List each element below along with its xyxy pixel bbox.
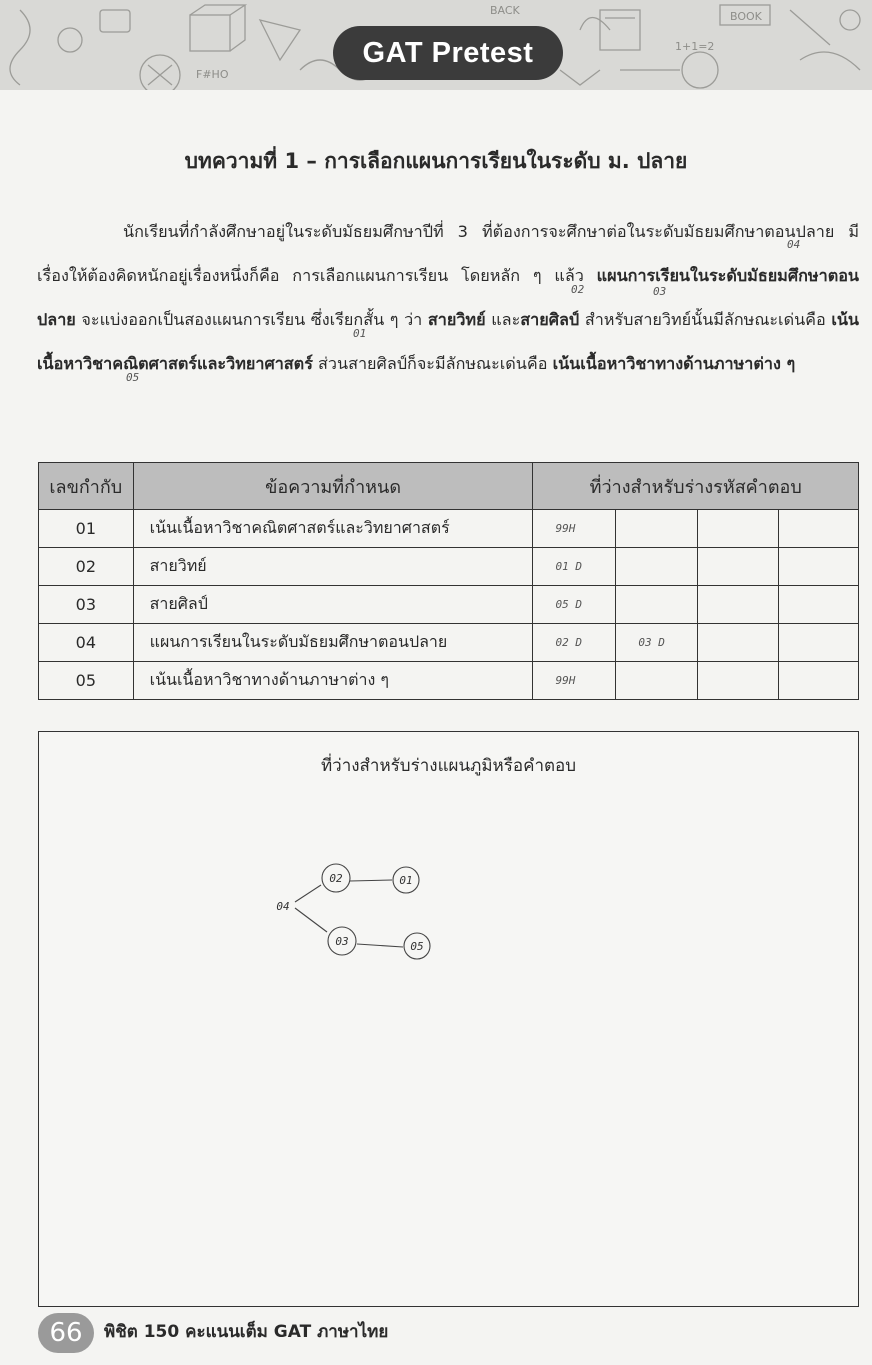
handwritten-note: 04 <box>787 238 801 251</box>
code-table <box>38 462 859 700</box>
table-row <box>39 510 859 548</box>
answer-cell[interactable] <box>698 548 778 586</box>
diagram-root-label: 04 <box>276 900 290 913</box>
keyword-arts: สายศิลป์ <box>520 310 580 329</box>
table-header-row <box>39 463 859 510</box>
answer-cell[interactable] <box>616 662 698 700</box>
draft-title: ที่ว่างสำหรับร่างแผนภูมิหรือคำตอบ <box>320 756 577 776</box>
handwritten-note: 02 <box>571 283 585 296</box>
answer-cell[interactable] <box>778 586 858 624</box>
header-title: GAT Pretest <box>333 26 563 80</box>
diagram-edge <box>350 880 392 881</box>
handwritten-note: 03 <box>653 285 667 298</box>
article-title: บทความที่ 1 – การเลือกแผนการเรียนในระดับ ม. ปลาย <box>184 149 688 173</box>
table-row <box>39 586 859 624</box>
answer-cell[interactable] <box>616 548 698 586</box>
table-row <box>39 548 859 586</box>
article-intro <box>37 210 859 386</box>
answer-cell[interactable]: 99H <box>533 510 616 548</box>
page-number: 66 <box>38 1313 94 1353</box>
intro-text-1: นักเรียนที่กำลังศึกษาอยู่ในระดับมัธยมศึกษาปีที่ 3 ที่ต้องการจะศึกษาต่อในระดับมัธยมศึกษาตอนปลาย มีเรื่องให้ต้องคิดหนักอยู่เรื่องหนึ่งก็คือ การเลือกแผนการเรียน โดยหลัก ๆ แล้ว <box>37 222 859 285</box>
keyword-languages: เน้นเนื้อหาวิชาทางด้านภาษาต่าง ๆ <box>552 354 796 373</box>
row-text: สายศิลป์ <box>133 586 533 624</box>
col-header-number: เลขกำกับ <box>39 463 134 510</box>
intro-text-3: และ <box>485 310 521 329</box>
row-number: 02 <box>39 548 134 586</box>
answer-cell[interactable]: 01 D <box>533 548 616 586</box>
row-number: 03 <box>39 586 134 624</box>
answer-cell[interactable]: 05 D <box>533 586 616 624</box>
answer-cell[interactable] <box>778 548 858 586</box>
answer-cell[interactable] <box>616 510 698 548</box>
diagram-node-label: 01 <box>399 874 413 887</box>
svg-text:1+1=2: 1+1=2 <box>675 40 715 53</box>
svg-text:BOOK: BOOK <box>730 10 762 23</box>
answer-cell[interactable] <box>698 662 778 700</box>
col-header-statement: ข้อความที่กำหนด <box>133 463 533 510</box>
svg-text:BACK: BACK <box>490 4 520 17</box>
row-text: เน้นเนื้อหาวิชาทางด้านภาษาต่าง ๆ <box>133 662 533 700</box>
intro-text-5: ส่วนสายศิลป์ก็จะมีลักษณะเด่นคือ <box>312 354 553 373</box>
row-text: สายวิทย์ <box>133 548 533 586</box>
book-title: พิชิต 150 คะแนนเต็ม GAT ภาษาไทย <box>104 1322 389 1342</box>
answer-cell[interactable] <box>698 586 778 624</box>
diagram-node-label: 03 <box>335 935 349 948</box>
keyword-science: สายวิทย์ <box>427 310 486 329</box>
diagram-edge <box>357 944 403 947</box>
answer-cell[interactable] <box>698 510 778 548</box>
table-row <box>39 662 859 700</box>
answer-cell[interactable] <box>778 510 858 548</box>
hand-drawn-diagram <box>39 732 858 1306</box>
row-number: 01 <box>39 510 134 548</box>
row-number: 04 <box>39 624 134 662</box>
diagram-node-label: 02 <box>329 872 343 885</box>
table-row <box>39 624 859 662</box>
intro-text-2: จะแบ่งออกเป็นสองแผนการเรียน ซึ่งเรียกสั้น ๆ ว่า <box>75 310 428 329</box>
answer-cell[interactable] <box>778 662 858 700</box>
diagram-edge <box>295 885 321 902</box>
answer-cell[interactable]: 02 D <box>533 624 616 662</box>
svg-text:F#HO: F#HO <box>196 68 229 81</box>
row-number: 05 <box>39 662 134 700</box>
draft-area[interactable] <box>38 731 859 1307</box>
diagram-edge <box>295 908 327 932</box>
row-text: แผนการเรียนในระดับมัธยมศึกษาตอนปลาย <box>133 624 533 662</box>
answer-cell[interactable] <box>778 624 858 662</box>
col-header-answer-space: ที่ว่างสำหรับร่างรหัสคำตอบ <box>533 463 859 510</box>
keyword-study-plan: แผนการเรียนในระดับมัธยมศึกษาตอนปลาย <box>37 266 859 329</box>
answer-cell[interactable]: 99H <box>533 662 616 700</box>
intro-text-4: สำหรับสายวิทย์นั้นมีลักษณะเด่นคือ <box>579 310 832 329</box>
keyword-math-science: เน้นเนื้อหาวิชาคณิตศาสตร์และวิทยาศาสตร์ <box>37 310 859 373</box>
diagram-node-label: 05 <box>410 940 424 953</box>
answer-cell[interactable]: 03 D <box>616 624 698 662</box>
answer-cell[interactable] <box>616 586 698 624</box>
handwritten-note: 05 <box>126 371 140 384</box>
answer-cell[interactable] <box>698 624 778 662</box>
handwritten-note: 01 <box>353 327 367 340</box>
row-text: เน้นเนื้อหาวิชาคณิตศาสตร์และวิทยาศาสตร์ <box>133 510 533 548</box>
